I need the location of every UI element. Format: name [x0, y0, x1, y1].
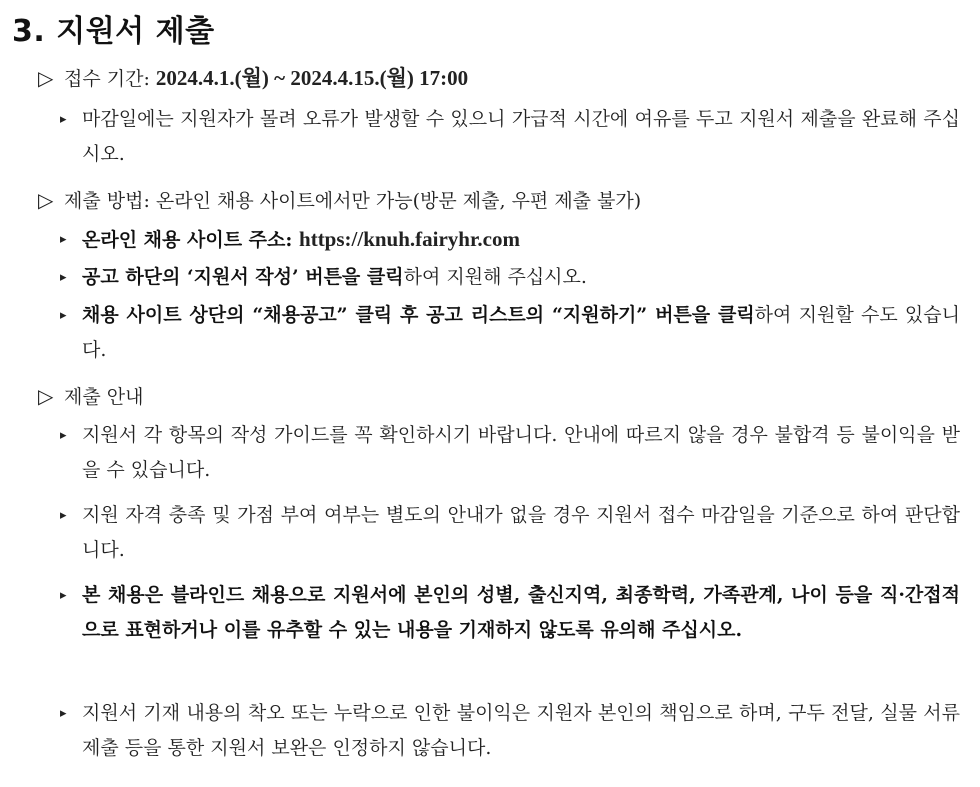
bullet-icon: ▸: [60, 232, 67, 247]
bullet-icon: ▸: [60, 706, 67, 721]
guide-label: 제출 안내: [64, 386, 144, 408]
site-url-link[interactable]: https://knuh.fairyhr.com: [299, 227, 520, 251]
bullet-bold-text: 공고 하단의 ‘지원서 작성’ 버튼을 클릭: [82, 266, 404, 288]
bullet-icon: ▸: [60, 428, 67, 443]
bullet-icon: ▸: [60, 588, 67, 603]
period-label: 접수 기간:: [64, 68, 156, 90]
bullet-text: 하여 지원할 수도 있습니다.: [82, 304, 960, 361]
method-heading: [38, 184, 641, 217]
period-heading: [38, 62, 468, 95]
bullet-text: 마감일에는 지원자가 몰려 오류가 발생할 수 있으니 가급적 시간에 여유를 두고 지원서 제출을 완료해 주십시오.: [82, 108, 960, 165]
list-item: [60, 102, 960, 172]
section-title: 3. 지원서 제출: [12, 14, 215, 49]
bullet-icon: ▸: [60, 508, 67, 523]
bullet-icon: ▸: [60, 270, 67, 285]
guide-heading: [38, 380, 143, 413]
bullet-icon: ▸: [60, 308, 67, 323]
bullet-icon: ▸: [60, 112, 67, 127]
bullet-text: 지원서 각 항목의 작성 가이드를 꼭 확인하시기 바랍니다. 안내에 따르지 않을 경우 불합격 등 불이익을 받을 수 있습니다.: [82, 424, 960, 481]
triangle-marker-icon: ▷: [38, 66, 54, 90]
period-value: 2024.4.1.(월) ~ 2024.4.15.(월) 17:00: [155, 66, 469, 90]
list-item: [60, 260, 960, 295]
bullet-bold-text: 채용 사이트 상단의 “채용공고” 클릭 후 공고 리스트의 “지원하기” 버튼을 클릭: [82, 304, 755, 326]
list-item: [60, 298, 960, 368]
bullet-text: 하여 지원해 주십시오.: [403, 266, 587, 288]
bullet-text: 지원 자격 충족 및 가점 부여 여부는 별도의 안내가 없을 경우 지원서 접수 마감일을 기준으로 하여 판단합니다.: [82, 504, 960, 561]
site-label: 온라인 채용 사이트 주소:: [82, 229, 300, 251]
list-item: [60, 498, 960, 568]
list-item: [60, 696, 960, 766]
bullet-text: 지원서 기재 내용의 착오 또는 누락으로 인한 불이익은 지원자 본인의 책임으로 하며, 구두 전달, 실물 서류 제출 등을 통한 지원서 보완은 인정하지 않습니다.: [82, 702, 960, 759]
triangle-marker-icon: ▷: [38, 188, 54, 212]
triangle-marker-icon: ▷: [38, 384, 54, 408]
method-label: 제출 방법: 온라인 채용 사이트에서만 가능(방문 제출, 우편 제출 불가): [64, 190, 642, 212]
list-item: [60, 578, 960, 648]
bullet-bold-text: 본 채용은 블라인드 채용으로 지원서에 본인의 성별, 출신지역, 최종학력, 가족관계, 나이 등을 직·간접적으로 표현하거나 이를 유추할 수 있는 내용을 기재하지 않도록 유의해 주십시오.: [82, 584, 960, 641]
list-item: [60, 418, 960, 488]
list-item: [60, 222, 960, 258]
